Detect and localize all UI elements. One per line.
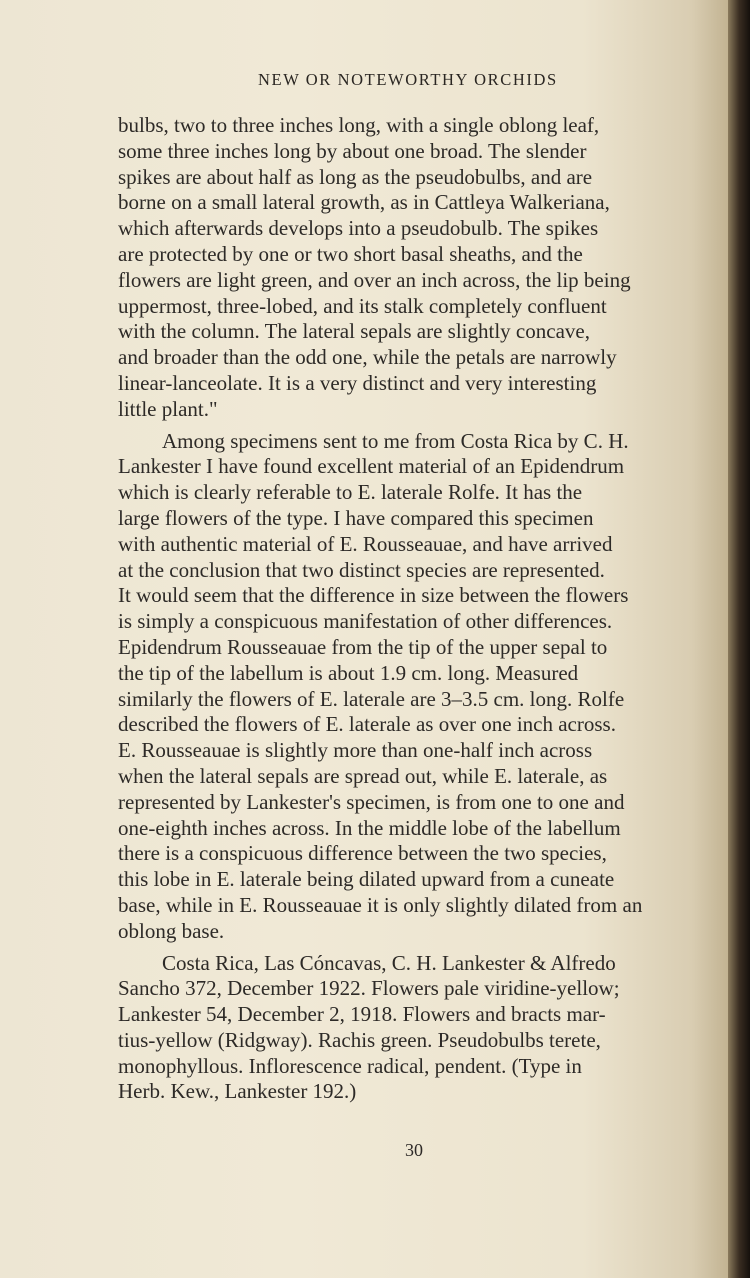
text-line: Lankester 54, December 2, 1918. Flowers and bracts mar- [118, 1002, 606, 1027]
text-line: linear-lanceolate. It is a very distinct and very interesting [118, 370, 597, 395]
text-line: Lankester I have found excellent material of an Epidendrum [118, 454, 625, 479]
text-line: represented by Lankester's specimen, is from one to one and [118, 789, 625, 814]
text-line: flowers are light green, and over an inch across, the lip being [118, 267, 631, 292]
paragraph-specimens [118, 951, 728, 1106]
paragraph-1 [118, 113, 728, 423]
text-line: base, while in E. Rousseauae it is only slightly dilated from an [118, 892, 643, 917]
text-line: similarly the flowers of E. laterale are 3–3.5 cm. long. Rolfe [118, 686, 625, 711]
text-line: which afterwards develops into a pseudobulb. The spikes [118, 216, 599, 241]
text-line: this lobe in E. laterale being dilated upward from a cuneate [118, 867, 615, 892]
text-line: Herb. Kew., Lankester 192.) [118, 1079, 357, 1104]
page-body [118, 113, 728, 1105]
text-line: monophyllous. Inflorescence radical, pendent. (Type in [118, 1053, 582, 1078]
text-line: are protected by one or two short basal sheaths, and the [118, 241, 583, 266]
text-line: uppermost, three-lobed, and its stalk completely confluent [118, 293, 607, 318]
text-line: Epidendrum Rousseauae from the tip of the upper sepal to [118, 634, 608, 659]
text-line: which is clearly referable to E. laterale Rolfe. It has the [118, 480, 583, 505]
text-line: little plant." [118, 396, 218, 421]
text-line: some three inches long by about one broad. The slender [118, 138, 587, 163]
text-line: large flowers of the type. I have compared this specimen [118, 505, 594, 530]
text-line: the tip of the labellum is about 1.9 cm. long. Measured [118, 660, 579, 685]
text-line: at the conclusion that two distinct species are represented. [118, 557, 605, 582]
page-edge-shadow [728, 0, 750, 1278]
running-head: NEW OR NOTEWORTHY ORCHIDS [258, 70, 558, 89]
text-line: Among specimens sent to me from Costa Rica by C. H. [162, 428, 629, 453]
text-line: Sancho 372, December 1922. Flowers pale viridine-yellow; [118, 976, 620, 1001]
text-line: It would seem that the difference in size between the flowers [118, 583, 629, 608]
paragraph-2 [118, 429, 728, 945]
text-line: with authentic material of E. Rousseauae, and have arrived [118, 531, 613, 556]
text-line: spikes are about half as long as the pseudobulbs, and are [118, 164, 593, 189]
text-line: there is a conspicuous difference between the two species, [118, 841, 607, 866]
text-line: tius-yellow (Ridgway). Rachis green. Pseudobulbs terete, [118, 1027, 601, 1052]
text-line: bulbs, two to three inches long, with a single oblong leaf, [118, 113, 600, 137]
text-line: E. Rousseauae is slightly more than one-half inch across [118, 738, 593, 763]
text-line: described the flowers of E. laterale as over one inch across. [118, 712, 616, 737]
text-line: when the lateral sepals are spread out, while E. laterale, as [118, 763, 608, 788]
text-line: Costa Rica, Las Cóncavas, C. H. Lankester & Alfredo [162, 950, 616, 975]
text-line: is simply a conspicuous manifestation of other differences. [118, 609, 613, 634]
text-line: with the column. The lateral sepals are slightly concave, [118, 319, 590, 344]
text-line: oblong base. [118, 918, 225, 943]
text-line: borne on a small lateral growth, as in Cattleya Walkeriana, [118, 190, 610, 215]
page-number: 30 [405, 1140, 423, 1160]
text-line: and broader than the odd one, while the petals are narrowly [118, 345, 617, 370]
text-line: one-eighth inches across. In the middle lobe of the labellum [118, 815, 621, 840]
